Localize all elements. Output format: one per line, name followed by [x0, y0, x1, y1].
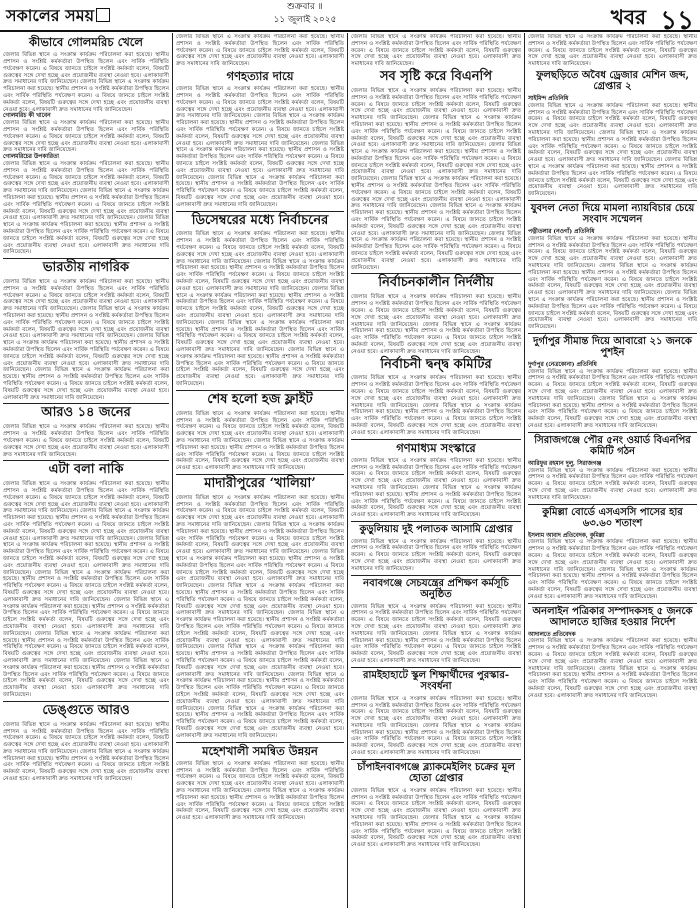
headline: সিরাজগঞ্জে পৌর ৫নং ওয়ার্ড বিএনপির কমিটি গঠন	[534, 434, 691, 458]
subhead: গোলমরিচের উপকারিতা	[3, 154, 59, 161]
article-divider	[176, 742, 344, 743]
paper-name: সকালের সময়	[6, 3, 110, 30]
byline: সাইমিন্দ প্রতিনিধি	[528, 95, 569, 102]
article-body: জেলার বিভিন্ন স্থানে এ সংক্রান্ত কার্যক্রম পরিচালনা করা হয়েছে। স্থানীয় প্রশাসন ও সংশ্লিষ্ট কর্মকর্তারা উপস্থিত ছিলেন এবং সার্বিক পরিস্থিতি পর্যবেক্ষণ করেন। এ বিষয়ে জানতে চাইলে সংশ্লিষ্ট কর্মকর্তা বলেন, বিষয়টি গুরুত্বের সঙ্গে দেখা হচ্ছে এবং প্রয়োজনীয় ব্যবস্থা নেওয়া হবে। এলাকাবাসী দ্রুত সমাধানের দাবি জানিয়েছেন। জেলার বিভিন্ন স্থানে এ সংক্রান্ত কার্যক্রম পরিচালনা করা হয়েছে। স্থানীয় প্রশাসন ও সংশ্লিষ্ট কর্মকর্তারা উপস্থিত ছিলেন এবং সার্বিক পরিস্থিতি পর্যবেক্ষণ করেন। এ বিষয়ে জানতে চাইলে সংশ্লিষ্ট কর্মকর্তা বলেন, বিষয়টি গুরুত্বের সঙ্গে দেখা হচ্ছে এবং প্রয়োজনীয় ব্যবস্থা নেওয়া হবে। এলাকাবাসী দ্রুত সমাধানের দাবি জানিয়েছেন।	[528, 539, 697, 600]
headline: যুবদল নেতা দিয়ে মামলা ন্যায়বিচার চেয়ে সংবাদ সম্মেলন	[530, 202, 695, 226]
masthead	[0, 0, 700, 36]
article-body: জেলার বিভিন্ন স্থানে এ সংক্রান্ত কার্যক্রম পরিচালনা করা হয়েছে। স্থানীয় প্রশাসন ও সংশ্লিষ্ট কর্মকর্তারা উপস্থিত ছিলেন এবং সার্বিক পরিস্থিতি পর্যবেক্ষণ করেন। এ বিষয়ে জানতে চাইলে সংশ্লিষ্ট কর্মকর্তা বলেন, বিষয়টি গুরুত্বের সঙ্গে দেখা হচ্ছে এবং প্রয়োজনীয় ব্যবস্থা নেওয়া হবে। এলাকাবাসী দ্রুত সমাধানের দাবি জানিয়েছেন। জেলার বিভিন্ন স্থানে এ সংক্রান্ত কার্যক্রম পরিচালনা করা হয়েছে। স্থানীয় প্রশাসন ও সংশ্লিষ্ট কর্মকর্তারা উপস্থিত ছিলেন এবং সার্বিক পরিস্থিতি পর্যবেক্ষণ করেন। এ বিষয়ে জানতে চাইলে সংশ্লিষ্ট কর্মকর্তা বলেন, বিষয়টি গুরুত্বের সঙ্গে দেখা হচ্ছে এবং প্রয়োজনীয় ব্যবস্থা নেওয়া হবে। এলাকাবাসী দ্রুত সমাধানের দাবি জানিয়েছেন। জেলার বিভিন্ন স্থানে এ সংক্রান্ত কার্যক্রম পরিচালনা করা হয়েছে। স্থানীয় প্রশাসন ও সংশ্লিষ্ট কর্মকর্তারা উপস্থিত ছিলেন এবং সার্বিক পরিস্থিতি পর্যবেক্ষণ করেন। এ বিষয়ে জানতে চাইলে সংশ্লিষ্ট কর্মকর্তা বলেন, বিষয়টি গুরুত্বের সঙ্গে দেখা হচ্ছে এবং প্রয়োজনীয় ব্যবস্থা নেওয়া হবে। এলাকাবাসী দ্রুত সমাধানের দাবি জানিয়েছেন। জেলার বিভিন্ন স্থানে এ সংক্রান্ত কার্যক্রম পরিচালনা করা হয়েছে। স্থানীয় প্রশাসন ও সংশ্লিষ্ট কর্মকর্তারা উপস্থিত ছিলেন এবং সার্বিক পরিস্থিতি পর্যবেক্ষণ করেন। এ বিষয়ে জানতে চাইলে সংশ্লিষ্ট কর্মকর্তা বলেন, বিষয়টি গুরুত্বের সঙ্গে দেখা হচ্ছে এবং প্রয়োজনীয় ব্যবস্থা নেওয়া হবে। এলাকাবাসী দ্রুত সমাধানের দাবি জানিয়েছেন। জেলার বিভিন্ন স্থানে এ সংক্রান্ত কার্যক্রম পরিচালনা করা হয়েছে। স্থানীয় প্রশাসন ও সংশ্লিষ্ট কর্মকর্তারা উপস্থিত ছিলেন এবং সার্বিক পরিস্থিতি পর্যবেক্ষণ করেন। এ বিষয়ে জানতে চাইলে সংশ্লিষ্ট কর্মকর্তা বলেন, বিষয়টি গুরুত্বের সঙ্গে দেখা হচ্ছে এবং প্রয়োজনীয় ব্যবস্থা নেওয়া হবে। এলাকাবাসী দ্রুত সমাধানের দাবি জানিয়েছেন। জেলার বিভিন্ন স্থানে এ সংক্রান্ত কার্যক্রম পরিচালনা করা হয়েছে। স্থানীয় প্রশাসন ও সংশ্লিষ্ট কর্মকর্তারা উপস্থিত ছিলেন এবং সার্বিক পরিস্থিতি পর্যবেক্ষণ করেন। এ বিষয়ে জানতে চাইলে সংশ্লিষ্ট কর্মকর্তা বলেন, বিষয়টি গুরুত্বের সঙ্গে দেখা হচ্ছে এবং প্রয়োজনীয় ব্যবস্থা নেওয়া হবে। এলাকাবাসী দ্রুত সমাধানের দাবি জানিয়েছেন।	[351, 87, 521, 271]
article-body: জেলার বিভিন্ন স্থানে এ সংক্রান্ত কার্যক্রম পরিচালনা করা হয়েছে। স্থানীয় প্রশাসন ও সংশ্লিষ্ট কর্মকর্তারা উপস্থিত ছিলেন এবং সার্বিক পরিস্থিতি পর্যবেক্ষণ করেন। এ বিষয়ে জানতে চাইলে সংশ্লিষ্ট কর্মকর্তা বলেন, বিষয়টি গুরুত্বের সঙ্গে দেখা হচ্ছে এবং প্রয়োজনীয় ব্যবস্থা নেওয়া হবে। এলাকাবাসী দ্রুত সমাধানের দাবি জানিয়েছেন। জেলার বিভিন্ন স্থানে এ সংক্রান্ত কার্যক্রম পরিচালনা করা হয়েছে। স্থানীয় প্রশাসন ও সংশ্লিষ্ট কর্মকর্তারা উপস্থিত ছিলেন এবং সার্বিক পরিস্থিতি পর্যবেক্ষণ করেন। এ বিষয়ে জানতে চাইলে সংশ্লিষ্ট কর্মকর্তা বলেন, বিষয়টি গুরুত্বের সঙ্গে দেখা হচ্ছে এবং প্রয়োজনীয় ব্যবস্থা নেওয়া হবে। এলাকাবাসী দ্রুত সমাধানের দাবি জানিয়েছেন। জেলার বিভিন্ন স্থানে এ সংক্রান্ত কার্যক্রম পরিচালনা করা হয়েছে। স্থানীয় প্রশাসন ও সংশ্লিষ্ট কর্মকর্তারা উপস্থিত ছিলেন এবং সার্বিক পরিস্থিতি পর্যবেক্ষণ করেন। এ বিষয়ে জানতে চাইলে সংশ্লিষ্ট কর্মকর্তা বলেন, বিষয়টি গুরুত্বের সঙ্গে দেখা হচ্ছে এবং প্রয়োজনীয় ব্যবস্থা নেওয়া হবে। এলাকাবাসী দ্রুত সমাধানের দাবি জানিয়েছেন।	[528, 102, 697, 198]
headline: ডেঙ্গুতে আরও	[42, 702, 130, 718]
headline: রামইহাহাটে স্কুল শিক্ষার্থীদের পুরস্কার-সংবর্ধনা	[363, 669, 509, 693]
article-divider	[3, 701, 169, 702]
headline: মহেশখালী সমন্বিত উন্নয়ন	[202, 743, 318, 758]
column-1	[3, 34, 169, 908]
issue-date-text: ১১ জুলাই ২০২৫	[273, 15, 337, 25]
issue-date	[250, 1, 360, 27]
column-3	[351, 34, 521, 908]
article-body: জেলার বিভিন্ন স্থানে এ সংক্রান্ত কার্যক্রম পরিচালনা করা হয়েছে। স্থানীয় প্রশাসন ও সংশ্লিষ্ট কর্মকর্তারা উপস্থিত ছিলেন এবং সার্বিক পরিস্থিতি পর্যবেক্ষণ করেন। এ বিষয়ে জানতে চাইলে সংশ্লিষ্ট কর্মকর্তা বলেন, বিষয়টি গুরুত্বের সঙ্গে দেখা হচ্ছে এবং প্রয়োজনীয় ব্যবস্থা নেওয়া হবে। এলাকাবাসী দ্রুত সমাধানের দাবি জানিয়েছেন। জেলার বিভিন্ন স্থানে এ সংক্রান্ত কার্যক্রম পরিচালনা করা হয়েছে। স্থানীয় প্রশাসন ও সংশ্লিষ্ট কর্মকর্তারা উপস্থিত ছিলেন এবং সার্বিক পরিস্থিতি পর্যবেক্ষণ করেন। এ বিষয়ে জানতে চাইলে সংশ্লিষ্ট কর্মকর্তা বলেন, বিষয়টি গুরুত্বের সঙ্গে দেখা হচ্ছে এবং প্রয়োজনীয় ব্যবস্থা নেওয়া হবে। এলাকাবাসী দ্রুত সমাধানের দাবি জানিয়েছেন। জেলার বিভিন্ন স্থানে এ সংক্রান্ত কার্যক্রম পরিচালনা করা হয়েছে। স্থানীয় প্রশাসন ও সংশ্লিষ্ট কর্মকর্তারা উপস্থিত ছিলেন এবং সার্বিক পরিস্থিতি পর্যবেক্ষণ করেন। এ বিষয়ে জানতে চাইলে সংশ্লিষ্ট কর্মকর্তা বলেন, বিষয়টি গুরুত্বের সঙ্গে দেখা হচ্ছে এবং প্রয়োজনীয় ব্যবস্থা নেওয়া হবে। এলাকাবাসী দ্রুত সমাধানের দাবি জানিয়েছেন। জেলার বিভিন্ন স্থানে এ সংক্রান্ত কার্যক্রম পরিচালনা করা হয়েছে। স্থানীয় প্রশাসন ও সংশ্লিষ্ট কর্মকর্তারা উপস্থিত ছিলেন এবং সার্বিক পরিস্থিতি পর্যবেক্ষণ করেন। এ বিষয়ে জানতে চাইলে সংশ্লিষ্ট কর্মকর্তা বলেন, বিষয়টি গুরুত্বের সঙ্গে দেখা হচ্ছে এবং প্রয়োজনীয় ব্যবস্থা নেওয়া হবে। এলাকাবাসী দ্রুত সমাধানের দাবি জানিয়েছেন। জেলার বিভিন্ন স্থানে এ সংক্রান্ত কার্যক্রম পরিচালনা করা হয়েছে। স্থানীয় প্রশাসন ও সংশ্লিষ্ট কর্মকর্তারা উপস্থিত ছিলেন এবং সার্বিক পরিস্থিতি পর্যবেক্ষণ করেন। এ বিষয়ে জানতে চাইলে সংশ্লিষ্ট কর্মকর্তা বলেন, বিষয়টি গুরুত্বের সঙ্গে দেখা হচ্ছে এবং প্রয়োজনীয় ব্যবস্থা নেওয়া হবে। এলাকাবাসী দ্রুত সমাধানের দাবি জানিয়েছেন।	[176, 231, 344, 388]
article-body: জেলার বিভিন্ন স্থানে এ সংক্রান্ত কার্যক্রম পরিচালনা করা হয়েছে। স্থানীয় প্রশাসন ও সংশ্লিষ্ট কর্মকর্তারা উপস্থিত ছিলেন এবং সার্বিক পরিস্থিতি পর্যবেক্ষণ করেন। এ বিষয়ে জানতে চাইলে সংশ্লিষ্ট কর্মকর্তা বলেন, বিষয়টি গুরুত্বের সঙ্গে দেখা হচ্ছে এবং প্রয়োজনীয় ব্যবস্থা নেওয়া হবে। এলাকাবাসী দ্রুত সমাধানের দাবি জানিয়েছেন। জেলার বিভিন্ন স্থানে এ সংক্রান্ত কার্যক্রম পরিচালনা করা হয়েছে। স্থানীয় প্রশাসন ও সংশ্লিষ্ট কর্মকর্তারা উপস্থিত ছিলেন এবং সার্বিক পরিস্থিতি পর্যবেক্ষণ করেন। এ বিষয়ে জানতে চাইলে সংশ্লিষ্ট কর্মকর্তা বলেন, বিষয়টি গুরুত্বের সঙ্গে দেখা হচ্ছে এবং প্রয়োজনীয় ব্যবস্থা নেওয়া হবে। এলাকাবাসী দ্রুত সমাধানের দাবি জানিয়েছেন।	[351, 457, 521, 519]
article-divider	[351, 575, 521, 576]
article-body: জেলার বিভিন্ন স্থানে এ সংক্রান্ত কার্যক্রম পরিচালনা করা হয়েছে। স্থানীয় প্রশাসন ও সংশ্লিষ্ট কর্মকর্তারা উপস্থিত ছিলেন এবং সার্বিক পরিস্থিতি পর্যবেক্ষণ করেন। এ বিষয়ে জানতে চাইলে সংশ্লিষ্ট কর্মকর্তা বলেন, বিষয়টি গুরুত্বের সঙ্গে দেখা হচ্ছে এবং প্রয়োজনীয় ব্যবস্থা নেওয়া হবে। এলাকাবাসী দ্রুত সমাধানের দাবি জানিয়েছেন। জেলার বিভিন্ন স্থানে এ সংক্রান্ত কার্যক্রম পরিচালনা করা হয়েছে। স্থানীয় প্রশাসন ও সংশ্লিষ্ট কর্মকর্তারা উপস্থিত ছিলেন এবং সার্বিক পরিস্থিতি পর্যবেক্ষণ করেন। এ বিষয়ে জানতে চাইলে সংশ্লিষ্ট কর্মকর্তা বলেন, বিষয়টি গুরুত্বের সঙ্গে দেখা হচ্ছে এবং প্রয়োজনীয় ব্যবস্থা নেওয়া হবে। এলাকাবাসী দ্রুত সমাধানের দাবি জানিয়েছেন। জেলার বিভিন্ন স্থানে এ সংক্রান্ত কার্যক্রম পরিচালনা করা হয়েছে। স্থানীয় প্রশাসন ও সংশ্লিষ্ট কর্মকর্তারা উপস্থিত ছিলেন এবং সার্বিক পরিস্থিতি পর্যবেক্ষণ করেন। এ বিষয়ে জানতে চাইলে সংশ্লিষ্ট কর্মকর্তা বলেন, বিষয়টি গুরুত্বের সঙ্গে দেখা হচ্ছে এবং প্রয়োজনীয় ব্যবস্থা নেওয়া হবে। এলাকাবাসী দ্রুত সমাধানের দাবি জানিয়েছেন। জেলার বিভিন্ন স্থানে এ সংক্রান্ত কার্যক্রম পরিচালনা করা হয়েছে। স্থানীয় প্রশাসন ও সংশ্লিষ্ট কর্মকর্তারা উপস্থিত ছিলেন এবং সার্বিক পরিস্থিতি পর্যবেক্ষণ করেন। এ বিষয়ে জানতে চাইলে সংশ্লিষ্ট কর্মকর্তা বলেন, বিষয়টি গুরুত্বের সঙ্গে দেখা হচ্ছে এবং প্রয়োজনীয় ব্যবস্থা নেওয়া হবে। এলাকাবাসী দ্রুত সমাধানের দাবি জানিয়েছেন।	[3, 279, 169, 401]
headline: ডিসেম্বরের মধ্যে নির্বাচনের	[191, 212, 329, 228]
article-body: জেলার বিভিন্ন স্থানে এ সংক্রান্ত কার্যক্রম পরিচালনা করা হয়েছে। স্থানীয় প্রশাসন ও সংশ্লিষ্ট কর্মকর্তারা উপস্থিত ছিলেন এবং সার্বিক পরিস্থিতি পর্যবেক্ষণ করেন। এ বিষয়ে জানতে চাইলে সংশ্লিষ্ট কর্মকর্তা বলেন, বিষয়টি গুরুত্বের সঙ্গে দেখা হচ্ছে এবং প্রয়োজনীয় ব্যবস্থা নেওয়া হবে। এলাকাবাসী দ্রুত সমাধানের দাবি জানিয়েছেন। জেলার বিভিন্ন স্থানে এ সংক্রান্ত কার্যক্রম পরিচালনা করা হয়েছে। স্থানীয় প্রশাসন ও সংশ্লিষ্ট কর্মকর্তারা উপস্থিত ছিলেন এবং সার্বিক পরিস্থিতি পর্যবেক্ষণ করেন। এ বিষয়ে জানতে চাইলে সংশ্লিষ্ট কর্মকর্তা বলেন, বিষয়টি গুরুত্বের সঙ্গে দেখা হচ্ছে এবং প্রয়োজনীয় ব্যবস্থা নেওয়া হবে। এলাকাবাসী দ্রুত সমাধানের দাবি জানিয়েছেন।	[351, 695, 521, 757]
column-2	[176, 34, 344, 908]
article-body: জেলার বিভিন্ন স্থানে এ সংক্রান্ত কার্যক্রম পরিচালনা করা হয়েছে। স্থানীয় প্রশাসন ও সংশ্লিষ্ট কর্মকর্তারা উপস্থিত ছিলেন এবং সার্বিক পরিস্থিতি পর্যবেক্ষণ করেন। এ বিষয়ে জানতে চাইলে সংশ্লিষ্ট কর্মকর্তা বলেন, বিষয়টি গুরুত্বের সঙ্গে দেখা হচ্ছে এবং প্রয়োজনীয় ব্যবস্থা নেওয়া হবে। এলাকাবাসী দ্রুত সমাধানের দাবি জানিয়েছেন। জেলার বিভিন্ন স্থানে এ সংক্রান্ত কার্যক্রম পরিচালনা করা হয়েছে। স্থানীয় প্রশাসন ও সংশ্লিষ্ট কর্মকর্তারা উপস্থিত ছিলেন এবং সার্বিক পরিস্থিতি পর্যবেক্ষণ করেন। এ বিষয়ে জানতে চাইলে সংশ্লিষ্ট কর্মকর্তা বলেন, বিষয়টি গুরুত্বের সঙ্গে দেখা হচ্ছে এবং প্রয়োজনীয় ব্যবস্থা নেওয়া হবে। এলাকাবাসী দ্রুত সমাধানের দাবি জানিয়েছেন। জেলার বিভিন্ন স্থানে এ সংক্রান্ত কার্যক্রম পরিচালনা করা হয়েছে। স্থানীয় প্রশাসন ও সংশ্লিষ্ট কর্মকর্তারা উপস্থিত ছিলেন এবং সার্বিক পরিস্থিতি পর্যবেক্ষণ করেন। এ বিষয়ে জানতে চাইলে সংশ্লিষ্ট কর্মকর্তা বলেন, বিষয়টি গুরুত্বের সঙ্গে দেখা হচ্ছে এবং প্রয়োজনীয় ব্যবস্থা নেওয়া হবে। এলাকাবাসী দ্রুত সমাধানের দাবি জানিয়েছেন।	[3, 160, 169, 256]
article-body: জেলার বিভিন্ন স্থানে এ সংক্রান্ত কার্যক্রম পরিচালনা করা হয়েছে। স্থানীয় প্রশাসন ও সংশ্লিষ্ট কর্মকর্তারা উপস্থিত ছিলেন এবং সার্বিক পরিস্থিতি পর্যবেক্ষণ করেন। এ বিষয়ে জানতে চাইলে সংশ্লিষ্ট কর্মকর্তা বলেন, বিষয়টি গুরুত্বের সঙ্গে দেখা হচ্ছে এবং প্রয়োজনীয় ব্যবস্থা নেওয়া হবে। এলাকাবাসী দ্রুত সমাধানের দাবি জানিয়েছেন।	[351, 538, 521, 572]
article-divider	[351, 759, 521, 760]
headline: সব সৃষ্টি করে বিএনপি	[379, 68, 493, 84]
article-divider	[176, 211, 344, 212]
article-body: জেলার বিভিন্ন স্থানে এ সংক্রান্ত কার্যক্রম পরিচালনা করা হয়েছে। স্থানীয় প্রশাসন ও সংশ্লিষ্ট কর্মকর্তারা উপস্থিত ছিলেন এবং সার্বিক পরিস্থিতি পর্যবেক্ষণ করেন। এ বিষয়ে জানতে চাইলে সংশ্লিষ্ট কর্মকর্তা বলেন, বিষয়টি গুরুত্বের সঙ্গে দেখা হচ্ছে এবং প্রয়োজনীয় ব্যবস্থা নেওয়া হবে। এলাকাবাসী দ্রুত সমাধানের দাবি জানিয়েছেন। জেলার বিভিন্ন স্থানে এ সংক্রান্ত কার্যক্রম পরিচালনা করা হয়েছে। স্থানীয় প্রশাসন ও সংশ্লিষ্ট কর্মকর্তারা উপস্থিত ছিলেন এবং সার্বিক পরিস্থিতি পর্যবেক্ষণ করেন। এ বিষয়ে জানতে চাইলে সংশ্লিষ্ট কর্মকর্তা বলেন, বিষয়টি গুরুত্বের সঙ্গে দেখা হচ্ছে এবং প্রয়োজনীয় ব্যবস্থা নেওয়া হবে। এলাকাবাসী দ্রুত সমাধানের দাবি জানিয়েছেন।	[528, 638, 697, 699]
headline: অনলাইন পত্রিকার সম্পাদকসহ ৫ জনকে আদালতে হাজির হওয়ার নির্দেশ	[532, 605, 693, 629]
headline: এটা বলা নাকি	[48, 462, 124, 478]
article-divider	[528, 333, 697, 334]
article-body: জেলার বিভিন্ন স্থানে এ সংক্রান্ত কার্যক্রম পরিচালনা করা হয়েছে। স্থানীয় প্রশাসন ও সংশ্লিষ্ট কর্মকর্তারা উপস্থিত ছিলেন এবং সার্বিক পরিস্থিতি পর্যবেক্ষণ করেন। এ বিষয়ে জানতে চাইলে সংশ্লিষ্ট কর্মকর্তা বলেন, বিষয়টি গুরুত্বের সঙ্গে দেখা হচ্ছে এবং প্রয়োজনীয় ব্যবস্থা নেওয়া হবে। এলাকাবাসী দ্রুত সমাধানের দাবি জানিয়েছেন।	[176, 34, 344, 68]
column-divider	[524, 33, 525, 908]
headline: গণহত্যার দায়ে	[226, 68, 294, 83]
article-body: জেলার বিভিন্ন স্থানে এ সংক্রান্ত কার্যক্রম পরিচালনা করা হয়েছে। স্থানীয় প্রশাসন ও সংশ্লিষ্ট কর্মকর্তারা উপস্থিত ছিলেন এবং সার্বিক পরিস্থিতি পর্যবেক্ষণ করেন। এ বিষয়ে জানতে চাইলে সংশ্লিষ্ট কর্মকর্তা বলেন, বিষয়টি গুরুত্বের সঙ্গে দেখা হচ্ছে এবং প্রয়োজনীয় ব্যবস্থা নেওয়া হবে। এলাকাবাসী দ্রুত সমাধানের দাবি জানিয়েছেন। জেলার বিভিন্ন স্থানে এ সংক্রান্ত কার্যক্রম পরিচালনা করা হয়েছে। স্থানীয় প্রশাসন ও সংশ্লিষ্ট কর্মকর্তারা উপস্থিত ছিলেন এবং সার্বিক পরিস্থিতি পর্যবেক্ষণ করেন। এ বিষয়ে জানতে চাইলে সংশ্লিষ্ট কর্মকর্তা বলেন, বিষয়টি গুরুত্বের সঙ্গে দেখা হচ্ছে এবং প্রয়োজনীয় ব্যবস্থা নেওয়া হবে। এলাকাবাসী দ্রুত সমাধানের দাবি জানিয়েছেন।	[176, 410, 344, 472]
headline: নির্বাচনী দ্বন্দ্ব কমিটির	[380, 356, 492, 372]
article-divider	[176, 390, 344, 391]
article-divider	[528, 432, 697, 433]
article-body: জেলার বিভিন্ন স্থানে এ সংক্রান্ত কার্যক্রম পরিচালনা করা হয়েছে। স্থানীয় প্রশাসন ও সংশ্লিষ্ট কর্মকর্তারা উপস্থিত ছিলেন এবং সার্বিক পরিস্থিতি পর্যবেক্ষণ করেন। এ বিষয়ে জানতে চাইলে সংশ্লিষ্ট কর্মকর্তা বলেন, বিষয়টি গুরুত্বের সঙ্গে দেখা হচ্ছে এবং প্রয়োজনীয় ব্যবস্থা নেওয়া হবে। এলাকাবাসী দ্রুত সমাধানের দাবি জানিয়েছেন। জেলার বিভিন্ন স্থানে এ সংক্রান্ত কার্যক্রম পরিচালনা করা হয়েছে। স্থানীয় প্রশাসন ও সংশ্লিষ্ট কর্মকর্তারা উপস্থিত ছিলেন এবং সার্বিক পরিস্থিতি পর্যবেক্ষণ করেন। এ বিষয়ে জানতে চাইলে সংশ্লিষ্ট কর্মকর্তা বলেন, বিষয়টি গুরুত্বের সঙ্গে দেখা হচ্ছে এবং প্রয়োজনীয় ব্যবস্থা নেওয়া হবে। এলাকাবাসী দ্রুত সমাধানের দাবি জানিয়েছেন।	[3, 52, 169, 113]
byline: আরিফুর রহমান দুলু, সিরাজগঞ্জ	[528, 460, 602, 467]
article-body: জেলার বিভিন্ন স্থানে এ সংক্রান্ত কার্যক্রম পরিচালনা করা হয়েছে। স্থানীয় প্রশাসন ও সংশ্লিষ্ট কর্মকর্তারা উপস্থিত ছিলেন এবং সার্বিক পরিস্থিতি পর্যবেক্ষণ করেন। এ বিষয়ে জানতে চাইলে সংশ্লিষ্ট কর্মকর্তা বলেন, বিষয়টি গুরুত্বের সঙ্গে দেখা হচ্ছে এবং প্রয়োজনীয় ব্যবস্থা নেওয়া হবে। এলাকাবাসী দ্রুত সমাধানের দাবি জানিয়েছেন।	[351, 34, 521, 68]
byline: আদালতে প্রতিবেদক	[528, 631, 576, 638]
article-divider	[528, 200, 697, 201]
article-divider	[528, 504, 697, 505]
logo-box-icon	[96, 8, 110, 22]
article-body: জেলার বিভিন্ন স্থানে এ সংক্রান্ত কার্যক্রম পরিচালনা করা হয়েছে। স্থানীয় প্রশাসন ও সংশ্লিষ্ট কর্মকর্তারা উপস্থিত ছিলেন এবং সার্বিক পরিস্থিতি পর্যবেক্ষণ করেন। এ বিষয়ে জানতে চাইলে সংশ্লিষ্ট কর্মকর্তা বলেন, বিষয়টি গুরুত্বের সঙ্গে দেখা হচ্ছে এবং প্রয়োজনীয় ব্যবস্থা নেওয়া হবে। এলাকাবাসী দ্রুত সমাধানের দাবি জানিয়েছেন। জেলার বিভিন্ন স্থানে এ সংক্রান্ত কার্যক্রম পরিচালনা করা হয়েছে। স্থানীয় প্রশাসন ও সংশ্লিষ্ট কর্মকর্তারা উপস্থিত ছিলেন এবং সার্বিক পরিস্থিতি পর্যবেক্ষণ করেন। এ বিষয়ে জানতে চাইলে সংশ্লিষ্ট কর্মকর্তা বলেন, বিষয়টি গুরুত্বের সঙ্গে দেখা হচ্ছে এবং প্রয়োজনীয় ব্যবস্থা নেওয়া হবে। এলাকাবাসী দ্রুত সমাধানের দাবি জানিয়েছেন।	[351, 787, 521, 849]
headline: নির্বাচনকালীন নির্দলীয়	[378, 275, 494, 291]
article-body: জেলার বিভিন্ন স্থানে এ সংক্রান্ত কার্যক্রম পরিচালনা করা হয়েছে। স্থানীয় প্রশাসন ও সংশ্লিষ্ট কর্মকর্তারা উপস্থিত ছিলেন এবং সার্বিক পরিস্থিতি পর্যবেক্ষণ করেন। এ বিষয়ে জানতে চাইলে সংশ্লিষ্ট কর্মকর্তা বলেন, বিষয়টি গুরুত্বের সঙ্গে দেখা হচ্ছে এবং প্রয়োজনীয় ব্যবস্থা নেওয়া হবে। এলাকাবাসী দ্রুত সমাধানের দাবি জানিয়েছেন। জেলার বিভিন্ন স্থানে এ সংক্রান্ত কার্যক্রম পরিচালনা করা হয়েছে। স্থানীয় প্রশাসন ও সংশ্লিষ্ট কর্মকর্তারা উপস্থিত ছিলেন এবং সার্বিক পরিস্থিতি পর্যবেক্ষণ করেন। এ বিষয়ে জানতে চাইলে সংশ্লিষ্ট কর্মকর্তা বলেন, বিষয়টি গুরুত্বের সঙ্গে দেখা হচ্ছে এবং প্রয়োজনীয় ব্যবস্থা নেওয়া হবে। এলাকাবাসী দ্রুত সমাধানের দাবি জানিয়েছেন। জেলার বিভিন্ন স্থানে এ সংক্রান্ত কার্যক্রম পরিচালনা করা হয়েছে। স্থানীয় প্রশাসন ও সংশ্লিষ্ট কর্মকর্তারা উপস্থিত ছিলেন এবং সার্বিক পরিস্থিতি পর্যবেক্ষণ করেন। এ বিষয়ে জানতে চাইলে সংশ্লিষ্ট কর্মকর্তা বলেন, বিষয়টি গুরুত্বের সঙ্গে দেখা হচ্ছে এবং প্রয়োজনীয় ব্যবস্থা নেওয়া হবে। এলাকাবাসী দ্রুত সমাধানের দাবি জানিয়েছেন। জেলার বিভিন্ন স্থানে এ সংক্রান্ত কার্যক্রম পরিচালনা করা হয়েছে। স্থানীয় প্রশাসন ও সংশ্লিষ্ট কর্মকর্তারা উপস্থিত ছিলেন এবং সার্বিক পরিস্থিতি পর্যবেক্ষণ করেন। এ বিষয়ে জানতে চাইলে সংশ্লিষ্ট কর্মকর্তা বলেন, বিষয়টি গুরুত্বের সঙ্গে দেখা হচ্ছে এবং প্রয়োজনীয় ব্যবস্থা নেওয়া হবে। এলাকাবাসী দ্রুত সমাধানের দাবি জানিয়েছেন। জেলার বিভিন্ন স্থানে এ সংক্রান্ত কার্যক্রম পরিচালনা করা হয়েছে। স্থানীয় প্রশাসন ও সংশ্লিষ্ট কর্মকর্তারা উপস্থিত ছিলেন এবং সার্বিক পরিস্থিতি পর্যবেক্ষণ করেন। এ বিষয়ে জানতে চাইলে সংশ্লিষ্ট কর্মকর্তা বলেন, বিষয়টি গুরুত্বের সঙ্গে দেখা হচ্ছে এবং প্রয়োজনীয় ব্যবস্থা নেওয়া হবে। এলাকাবাসী দ্রুত সমাধানের দাবি জানিয়েছেন। জেলার বিভিন্ন স্থানে এ সংক্রান্ত কার্যক্রম পরিচালনা করা হয়েছে। স্থানীয় প্রশাসন ও সংশ্লিষ্ট কর্মকর্তারা উপস্থিত ছিলেন এবং সার্বিক পরিস্থিতি পর্যবেক্ষণ করেন। এ বিষয়ে জানতে চাইলে সংশ্লিষ্ট কর্মকর্তা বলেন, বিষয়টি গুরুত্বের সঙ্গে দেখা হচ্ছে এবং প্রয়োজনীয় ব্যবস্থা নেওয়া হবে। এলাকাবাসী দ্রুত সমাধানের দাবি জানিয়েছেন। জেলার বিভিন্ন স্থানে এ সংক্রান্ত কার্যক্রম পরিচালনা করা হয়েছে। স্থানীয় প্রশাসন ও সংশ্লিষ্ট কর্মকর্তারা উপস্থিত ছিলেন এবং সার্বিক পরিস্থিতি পর্যবেক্ষণ করেন। এ বিষয়ে জানতে চাইলে সংশ্লিষ্ট কর্মকর্তা বলেন, বিষয়টি গুরুত্বের সঙ্গে দেখা হচ্ছে এবং প্রয়োজনীয় ব্যবস্থা নেওয়া হবে। এলাকাবাসী দ্রুত সমাধানের দাবি জানিয়েছেন।	[3, 481, 169, 698]
article-body: জেলার বিভিন্ন স্থানে এ সংক্রান্ত কার্যক্রম পরিচালনা করা হয়েছে। স্থানীয় প্রশাসন ও সংশ্লিষ্ট কর্মকর্তারা উপস্থিত ছিলেন এবং সার্বিক পরিস্থিতি পর্যবেক্ষণ করেন। এ বিষয়ে জানতে চাইলে সংশ্লিষ্ট কর্মকর্তা বলেন, বিষয়টি গুরুত্বের সঙ্গে দেখা হচ্ছে এবং প্রয়োজনীয় ব্যবস্থা নেওয়া হবে। এলাকাবাসী দ্রুত সমাধানের দাবি জানিয়েছেন। জেলার বিভিন্ন স্থানে এ সংক্রান্ত কার্যক্রম পরিচালনা করা হয়েছে। স্থানীয় প্রশাসন ও সংশ্লিষ্ট কর্মকর্তারা উপস্থিত ছিলেন এবং সার্বিক পরিস্থিতি পর্যবেক্ষণ করেন। এ বিষয়ে জানতে চাইলে সংশ্লিষ্ট কর্মকর্তা বলেন, বিষয়টি গুরুত্বের সঙ্গে দেখা হচ্ছে এবং প্রয়োজনীয় ব্যবস্থা নেওয়া হবে। এলাকাবাসী দ্রুত সমাধানের দাবি জানিয়েছেন।	[528, 368, 697, 430]
headline: চাঁপাইনবাবগঞ্জে ব্ল্যাকমেইলিং চক্রের মূল হোতা গ্রেপ্তার	[357, 761, 515, 785]
byline: ইসলাম আবাদ প্রতিবেদক, কুমিল্লা	[528, 532, 605, 539]
article-divider	[3, 403, 169, 404]
article-body: জেলার বিভিন্ন স্থানে এ সংক্রান্ত কার্যক্রম পরিচালনা করা হয়েছে। স্থানীয় প্রশাসন ও সংশ্লিষ্ট কর্মকর্তারা উপস্থিত ছিলেন এবং সার্বিক পরিস্থিতি পর্যবেক্ষণ করেন। এ বিষয়ে জানতে চাইলে সংশ্লিষ্ট কর্মকর্তা বলেন, বিষয়টি গুরুত্বের সঙ্গে দেখা হচ্ছে এবং প্রয়োজনীয় ব্যবস্থা নেওয়া হবে। এলাকাবাসী দ্রুত সমাধানের দাবি জানিয়েছেন। জেলার বিভিন্ন স্থানে এ সংক্রান্ত কার্যক্রম পরিচালনা করা হয়েছে। স্থানীয় প্রশাসন ও সংশ্লিষ্ট কর্মকর্তারা উপস্থিত ছিলেন এবং সার্বিক পরিস্থিতি পর্যবেক্ষণ করেন। এ বিষয়ে জানতে চাইলে সংশ্লিষ্ট কর্মকর্তা বলেন, বিষয়টি গুরুত্বের সঙ্গে দেখা হচ্ছে এবং প্রয়োজনীয় ব্যবস্থা নেওয়া হবে। এলাকাবাসী দ্রুত সমাধানের দাবি জানিয়েছেন।	[351, 294, 521, 355]
headline: দুর্গাপুর সীমান্ত দিয়ে আবারো ২১ জনকে পুশইন	[533, 335, 692, 359]
byline: দুর্গাপুর (নেত্রকোনা) প্রতিনিধি	[528, 361, 597, 368]
article-body: জেলার বিভিন্ন স্থানে এ সংক্রান্ত কার্যক্রম পরিচালনা করা হয়েছে। স্থানীয় প্রশাসন ও সংশ্লিষ্ট কর্মকর্তারা উপস্থিত ছিলেন এবং সার্বিক পরিস্থিতি পর্যবেক্ষণ করেন। এ বিষয়ে জানতে চাইলে সংশ্লিষ্ট কর্মকর্তা বলেন, বিষয়টি গুরুত্বের সঙ্গে দেখা হচ্ছে এবং প্রয়োজনীয় ব্যবস্থা নেওয়া হবে। এলাকাবাসী দ্রুত সমাধানের দাবি জানিয়েছেন।	[528, 467, 697, 501]
section-title: খবর	[610, 5, 646, 29]
article-body: জেলার বিভিন্ন স্থানে এ সংক্রান্ত কার্যক্রম পরিচালনা করা হয়েছে। স্থানীয় প্রশাসন ও সংশ্লিষ্ট কর্মকর্তারা উপস্থিত ছিলেন এবং সার্বিক পরিস্থিতি পর্যবেক্ষণ করেন। এ বিষয়ে জানতে চাইলে সংশ্লিষ্ট কর্মকর্তা বলেন, বিষয়টি গুরুত্বের সঙ্গে দেখা হচ্ছে এবং প্রয়োজনীয় ব্যবস্থা নেওয়া হবে। এলাকাবাসী দ্রুত সমাধানের দাবি জানিয়েছেন।	[3, 120, 169, 154]
column-divider	[347, 33, 348, 908]
article-body: জেলার বিভিন্ন স্থানে এ সংক্রান্ত কার্যক্রম পরিচালনা করা হয়েছে। স্থানীয় প্রশাসন ও সংশ্লিষ্ট কর্মকর্তারা উপস্থিত ছিলেন এবং সার্বিক পরিস্থিতি পর্যবেক্ষণ করেন। এ বিষয়ে জানতে চাইলে সংশ্লিষ্ট কর্মকর্তা বলেন, বিষয়টি গুরুত্বের সঙ্গে দেখা হচ্ছে এবং প্রয়োজনীয় ব্যবস্থা নেওয়া হবে। এলাকাবাসী দ্রুত সমাধানের দাবি জানিয়েছেন। জেলার বিভিন্ন স্থানে এ সংক্রান্ত কার্যক্রম পরিচালনা করা হয়েছে। স্থানীয় প্রশাসন ও সংশ্লিষ্ট কর্মকর্তারা উপস্থিত ছিলেন এবং সার্বিক পরিস্থিতি পর্যবেক্ষণ করেন। এ বিষয়ে জানতে চাইলে সংশ্লিষ্ট কর্মকর্তা বলেন, বিষয়টি গুরুত্বের সঙ্গে দেখা হচ্ছে এবং প্রয়োজনীয় ব্যবস্থা নেওয়া হবে। এলাকাবাসী দ্রুত সমাধানের দাবি জানিয়েছেন। জেলার বিভিন্ন স্থানে এ সংক্রান্ত কার্যক্রম পরিচালনা করা হয়েছে। স্থানীয় প্রশাসন ও সংশ্লিষ্ট কর্মকর্তারা উপস্থিত ছিলেন এবং সার্বিক পরিস্থিতি পর্যবেক্ষণ করেন। এ বিষয়ে জানতে চাইলে সংশ্লিষ্ট কর্মকর্তা বলেন, বিষয়টি গুরুত্বের সঙ্গে দেখা হচ্ছে এবং প্রয়োজনীয় ব্যবস্থা নেওয়া হবে। এলাকাবাসী দ্রুত সমাধানের দাবি জানিয়েছেন। জেলার বিভিন্ন স্থানে এ সংক্রান্ত কার্যক্রম পরিচালনা করা হয়েছে। স্থানীয় প্রশাসন ও সংশ্লিষ্ট কর্মকর্তারা উপস্থিত ছিলেন এবং সার্বিক পরিস্থিতি পর্যবেক্ষণ করেন। এ বিষয়ে জানতে চাইলে সংশ্লিষ্ট কর্মকর্তা বলেন, বিষয়টি গুরুত্বের সঙ্গে দেখা হচ্ছে এবং প্রয়োজনীয় ব্যবস্থা নেওয়া হবে। এলাকাবাসী দ্রুত সমাধানের দাবি জানিয়েছেন।	[176, 86, 344, 208]
column-4	[528, 34, 697, 908]
article-divider	[351, 667, 521, 668]
article-divider	[528, 603, 697, 604]
headline: কুড়ুলিয়ায় দুই পলাতক আসামি গ্রেপ্তার	[359, 524, 513, 536]
headline: কুমিল্লা বোর্ডে এসএসসি পাসের হার ৬৩.৬০ শতাংশ	[542, 506, 683, 530]
headline: ফুলছড়িতে অবৈধ ড্রেজার মেশিন জব্দ, গ্রেপ্তার ২	[536, 69, 689, 93]
headline: গণমাধ্যম সংস্কারে	[396, 440, 476, 455]
headline: মাদারীপুরের ‘খালিয়া’	[204, 475, 316, 491]
headline: কীভাবে গোলমরিচ খেলে	[29, 35, 143, 49]
article-body: জেলার বিভিন্ন স্থানে এ সংক্রান্ত কার্যক্রম পরিচালনা করা হয়েছে। স্থানীয় প্রশাসন ও সংশ্লিষ্ট কর্মকর্তারা উপস্থিত ছিলেন এবং সার্বিক পরিস্থিতি পর্যবেক্ষণ করেন। এ বিষয়ে জানতে চাইলে সংশ্লিষ্ট কর্মকর্তা বলেন, বিষয়টি গুরুত্বের সঙ্গে দেখা হচ্ছে এবং প্রয়োজনীয় ব্যবস্থা নেওয়া হবে। এলাকাবাসী দ্রুত সমাধানের দাবি জানিয়েছেন। জেলার বিভিন্ন স্থানে এ সংক্রান্ত কার্যক্রম পরিচালনা করা হয়েছে। স্থানীয় প্রশাসন ও সংশ্লিষ্ট কর্মকর্তারা উপস্থিত ছিলেন এবং সার্বিক পরিস্থিতি পর্যবেক্ষণ করেন। এ বিষয়ে জানতে চাইলে সংশ্লিষ্ট কর্মকর্তা বলেন, বিষয়টি গুরুত্বের সঙ্গে দেখা হচ্ছে এবং প্রয়োজনীয় ব্যবস্থা নেওয়া হবে। এলাকাবাসী দ্রুত সমাধানের দাবি জানিয়েছেন।	[3, 721, 169, 783]
headline: আরও ১৪ জনের	[41, 405, 131, 421]
article-body: জেলার বিভিন্ন স্থানে এ সংক্রান্ত কার্যক্রম পরিচালনা করা হয়েছে। স্থানীয় প্রশাসন ও সংশ্লিষ্ট কর্মকর্তারা উপস্থিত ছিলেন এবং সার্বিক পরিস্থিতি পর্যবেক্ষণ করেন। এ বিষয়ে জানতে চাইলে সংশ্লিষ্ট কর্মকর্তা বলেন, বিষয়টি গুরুত্বের সঙ্গে দেখা হচ্ছে এবং প্রয়োজনীয় ব্যবস্থা নেওয়া হবে। এলাকাবাসী দ্রুত সমাধানের দাবি জানিয়েছেন। জেলার বিভিন্ন স্থানে এ সংক্রান্ত কার্যক্রম পরিচালনা করা হয়েছে। স্থানীয় প্রশাসন ও সংশ্লিষ্ট কর্মকর্তারা উপস্থিত ছিলেন এবং সার্বিক পরিস্থিতি পর্যবেক্ষণ করেন। এ বিষয়ে জানতে চাইলে সংশ্লিষ্ট কর্মকর্তা বলেন, বিষয়টি গুরুত্বের সঙ্গে দেখা হচ্ছে এবং প্রয়োজনীয় ব্যবস্থা নেওয়া হবে। এলাকাবাসী দ্রুত সমাধানের দাবি জানিয়েছেন।	[351, 603, 521, 664]
column-divider	[172, 33, 173, 908]
article-body: জেলার বিভিন্ন স্থানে এ সংক্রান্ত কার্যক্রম পরিচালনা করা হয়েছে। স্থানীয় প্রশাসন ও সংশ্লিষ্ট কর্মকর্তারা উপস্থিত ছিলেন এবং সার্বিক পরিস্থিতি পর্যবেক্ষণ করেন। এ বিষয়ে জানতে চাইলে সংশ্লিষ্ট কর্মকর্তা বলেন, বিষয়টি গুরুত্বের সঙ্গে দেখা হচ্ছে এবং প্রয়োজনীয় ব্যবস্থা নেওয়া হবে। এলাকাবাসী দ্রুত সমাধানের দাবি জানিয়েছেন। জেলার বিভিন্ন স্থানে এ সংক্রান্ত কার্যক্রম পরিচালনা করা হয়েছে। স্থানীয় প্রশাসন ও সংশ্লিষ্ট কর্মকর্তারা উপস্থিত ছিলেন এবং সার্বিক পরিস্থিতি পর্যবেক্ষণ করেন। এ বিষয়ে জানতে চাইলে সংশ্লিষ্ট কর্মকর্তা বলেন, বিষয়টি গুরুত্বের সঙ্গে দেখা হচ্ছে এবং প্রয়োজনীয় ব্যবস্থা নেওয়া হবে। এলাকাবাসী দ্রুত সমাধানের দাবি জানিয়েছেন।	[351, 375, 521, 436]
article-body: জেলার বিভিন্ন স্থানে এ সংক্রান্ত কার্যক্রম পরিচালনা করা হয়েছে। স্থানীয় প্রশাসন ও সংশ্লিষ্ট কর্মকর্তারা উপস্থিত ছিলেন এবং সার্বিক পরিস্থিতি পর্যবেক্ষণ করেন। এ বিষয়ে জানতে চাইলে সংশ্লিষ্ট কর্মকর্তা বলেন, বিষয়টি গুরুত্বের সঙ্গে দেখা হচ্ছে এবং প্রয়োজনীয় ব্যবস্থা নেওয়া হবে। এলাকাবাসী দ্রুত সমাধানের দাবি জানিয়েছেন। জেলার বিভিন্ন স্থানে এ সংক্রান্ত কার্যক্রম পরিচালনা করা হয়েছে। স্থানীয় প্রশাসন ও সংশ্লিষ্ট কর্মকর্তারা উপস্থিত ছিলেন এবং সার্বিক পরিস্থিতি পর্যবেক্ষণ করেন। এ বিষয়ে জানতে চাইলে সংশ্লিষ্ট কর্মকর্তা বলেন, বিষয়টি গুরুত্বের সঙ্গে দেখা হচ্ছে এবং প্রয়োজনীয় ব্যবস্থা নেওয়া হবে। এলাকাবাসী দ্রুত সমাধানের দাবি জানিয়েছেন।	[176, 760, 344, 822]
issue-day: শুক্রবার ॥	[287, 2, 323, 12]
headline: নবাবগঞ্জে সেচযন্ত্রের প্রশিক্ষণ কর্মসূচি অনুষ্ঠিত	[363, 577, 509, 601]
byline: পত্নীতলার (নওগাঁ) প্রতিনিধি	[528, 228, 595, 235]
article-divider	[351, 521, 521, 522]
subhead: গোলমরিচ কী খাবেন	[3, 113, 51, 120]
article-body: জেলার বিভিন্ন স্থানে এ সংক্রান্ত কার্যক্রম পরিচালনা করা হয়েছে। স্থানীয় প্রশাসন ও সংশ্লিষ্ট কর্মকর্তারা উপস্থিত ছিলেন এবং সার্বিক পরিস্থিতি পর্যবেক্ষণ করেন। এ বিষয়ে জানতে চাইলে সংশ্লিষ্ট কর্মকর্তা বলেন, বিষয়টি গুরুত্বের সঙ্গে দেখা হচ্ছে এবং প্রয়োজনীয় ব্যবস্থা নেওয়া হবে। এলাকাবাসী দ্রুত সমাধানের দাবি জানিয়েছেন। জেলার বিভিন্ন স্থানে এ সংক্রান্ত কার্যক্রম পরিচালনা করা হয়েছে। স্থানীয় প্রশাসন ও সংশ্লিষ্ট কর্মকর্তারা উপস্থিত ছিলেন এবং সার্বিক পরিস্থিতি পর্যবেক্ষণ করেন। এ বিষয়ে জানতে চাইলে সংশ্লিষ্ট কর্মকর্তা বলেন, বিষয়টি গুরুত্বের সঙ্গে দেখা হচ্ছে এবং প্রয়োজনীয় ব্যবস্থা নেওয়া হবে। এলাকাবাসী দ্রুত সমাধানের দাবি জানিয়েছেন। জেলার বিভিন্ন স্থানে এ সংক্রান্ত কার্যক্রম পরিচালনা করা হয়েছে। স্থানীয় প্রশাসন ও সংশ্লিষ্ট কর্মকর্তারা উপস্থিত ছিলেন এবং সার্বিক পরিস্থিতি পর্যবেক্ষণ করেন। এ বিষয়ে জানতে চাইলে সংশ্লিষ্ট কর্মকর্তা বলেন, বিষয়টি গুরুত্বের সঙ্গে দেখা হচ্ছে এবং প্রয়োজনীয় ব্যবস্থা নেওয়া হবে। এলাকাবাসী দ্রুত সমাধানের দাবি জানিয়েছেন। জেলার বিভিন্ন স্থানে এ সংক্রান্ত কার্যক্রম পরিচালনা করা হয়েছে। স্থানীয় প্রশাসন ও সংশ্লিষ্ট কর্মকর্তারা উপস্থিত ছিলেন এবং সার্বিক পরিস্থিতি পর্যবেক্ষণ করেন। এ বিষয়ে জানতে চাইলে সংশ্লিষ্ট কর্মকর্তা বলেন, বিষয়টি গুরুত্বের সঙ্গে দেখা হচ্ছে এবং প্রয়োজনীয় ব্যবস্থা নেওয়া হবে। এলাকাবাসী দ্রুত সমাধানের দাবি জানিয়েছেন। জেলার বিভিন্ন স্থানে এ সংক্রান্ত কার্যক্রম পরিচালনা করা হয়েছে। স্থানীয় প্রশাসন ও সংশ্লিষ্ট কর্মকর্তারা উপস্থিত ছিলেন এবং সার্বিক পরিস্থিতি পর্যবেক্ষণ করেন। এ বিষয়ে জানতে চাইলে সংশ্লিষ্ট কর্মকর্তা বলেন, বিষয়টি গুরুত্বের সঙ্গে দেখা হচ্ছে এবং প্রয়োজনীয় ব্যবস্থা নেওয়া হবে। এলাকাবাসী দ্রুত সমাধানের দাবি জানিয়েছেন। জেলার বিভিন্ন স্থানে এ সংক্রান্ত কার্যক্রম পরিচালনা করা হয়েছে। স্থানীয় প্রশাসন ও সংশ্লিষ্ট কর্মকর্তারা উপস্থিত ছিলেন এবং সার্বিক পরিস্থিতি পর্যবেক্ষণ করেন। এ বিষয়ে জানতে চাইলে সংশ্লিষ্ট কর্মকর্তা বলেন, বিষয়টি গুরুত্বের সঙ্গে দেখা হচ্ছে এবং প্রয়োজনীয় ব্যবস্থা নেওয়া হবে। এলাকাবাসী দ্রুত সমাধানের দাবি জানিয়েছেন। জেলার বিভিন্ন স্থানে এ সংক্রান্ত কার্যক্রম পরিচালনা করা হয়েছে। স্থানীয় প্রশাসন ও সংশ্লিষ্ট কর্মকর্তারা উপস্থিত ছিলেন এবং সার্বিক পরিস্থিতি পর্যবেক্ষণ করেন। এ বিষয়ে জানতে চাইলে সংশ্লিষ্ট কর্মকর্তা বলেন, বিষয়টি গুরুত্বের সঙ্গে দেখা হচ্ছে এবং প্রয়োজনীয় ব্যবস্থা নেওয়া হবে। এলাকাবাসী দ্রুত সমাধানের দাবি জানিয়েছেন। জেলার বিভিন্ন স্থানে এ সংক্রান্ত কার্যক্রম পরিচালনা করা হয়েছে। স্থানীয় প্রশাসন ও সংশ্লিষ্ট কর্মকর্তারা উপস্থিত ছিলেন এবং সার্বিক পরিস্থিতি পর্যবেক্ষণ করেন। এ বিষয়ে জানতে চাইলে সংশ্লিষ্ট কর্মকর্তা বলেন, বিষয়টি গুরুত্বের সঙ্গে দেখা হচ্ছে এবং প্রয়োজনীয় ব্যবস্থা নেওয়া হবে। এলাকাবাসী দ্রুত সমাধানের দাবি জানিয়েছেন।	[176, 494, 344, 739]
article-body: জেলার বিভিন্ন স্থানে এ সংক্রান্ত কার্যক্রম পরিচালনা করা হয়েছে। স্থানীয় প্রশাসন ও সংশ্লিষ্ট কর্মকর্তারা উপস্থিত ছিলেন এবং সার্বিক পরিস্থিতি পর্যবেক্ষণ করেন। এ বিষয়ে জানতে চাইলে সংশ্লিষ্ট কর্মকর্তা বলেন, বিষয়টি গুরুত্বের সঙ্গে দেখা হচ্ছে এবং প্রয়োজনীয় ব্যবস্থা নেওয়া হবে। এলাকাবাসী দ্রুত সমাধানের দাবি জানিয়েছেন। জেলার বিভিন্ন স্থানে এ সংক্রান্ত কার্যক্রম পরিচালনা করা হয়েছে। স্থানীয় প্রশাসন ও সংশ্লিষ্ট কর্মকর্তারা উপস্থিত ছিলেন এবং সার্বিক পরিস্থিতি পর্যবেক্ষণ করেন। এ বিষয়ে জানতে চাইলে সংশ্লিষ্ট কর্মকর্তা বলেন, বিষয়টি গুরুত্বের সঙ্গে দেখা হচ্ছে এবং প্রয়োজনীয় ব্যবস্থা নেওয়া হবে। এলাকাবাসী দ্রুত সমাধানের দাবি জানিয়েছেন। জেলার বিভিন্ন স্থানে এ সংক্রান্ত কার্যক্রম পরিচালনা করা হয়েছে। স্থানীয় প্রশাসন ও সংশ্লিষ্ট কর্মকর্তারা উপস্থিত ছিলেন এবং সার্বিক পরিস্থিতি পর্যবেক্ষণ করেন। এ বিষয়ে জানতে চাইলে সংশ্লিষ্ট কর্মকর্তা বলেন, বিষয়টি গুরুত্বের সঙ্গে দেখা হচ্ছে এবং প্রয়োজনীয় ব্যবস্থা নেওয়া হবে। এলাকাবাসী দ্রুত সমাধানের দাবি জানিয়েছেন।	[528, 235, 697, 331]
headline: শেষ হলো হজ ফ্লাইট	[207, 391, 313, 407]
article-body: জেলার বিভিন্ন স্থানে এ সংক্রান্ত কার্যক্রম পরিচালনা করা হয়েছে। স্থানীয় প্রশাসন ও সংশ্লিষ্ট কর্মকর্তারা উপস্থিত ছিলেন এবং সার্বিক পরিস্থিতি পর্যবেক্ষণ করেন। এ বিষয়ে জানতে চাইলে সংশ্লিষ্ট কর্মকর্তা বলেন, বিষয়টি গুরুত্বের সঙ্গে দেখা হচ্ছে এবং প্রয়োজনীয় ব্যবস্থা নেওয়া হবে। এলাকাবাসী দ্রুত সমাধানের দাবি জানিয়েছেন।	[3, 424, 169, 458]
article-divider	[3, 258, 169, 259]
page-number: ১১	[660, 6, 694, 36]
headline: ভারতীয় নাগরিক	[42, 260, 130, 276]
article-body: জেলার বিভিন্ন স্থানে এ সংক্রান্ত কার্যক্রম পরিচালনা করা হয়েছে। স্থানীয় প্রশাসন ও সংশ্লিষ্ট কর্মকর্তারা উপস্থিত ছিলেন এবং সার্বিক পরিস্থিতি পর্যবেক্ষণ করেন। এ বিষয়ে জানতে চাইলে সংশ্লিষ্ট কর্মকর্তা বলেন, বিষয়টি গুরুত্বের সঙ্গে দেখা হচ্ছে এবং প্রয়োজনীয় ব্যবস্থা নেওয়া হবে। এলাকাবাসী দ্রুত সমাধানের দাবি জানিয়েছেন।	[528, 34, 697, 68]
article-divider	[351, 439, 521, 440]
article-divider	[176, 474, 344, 475]
